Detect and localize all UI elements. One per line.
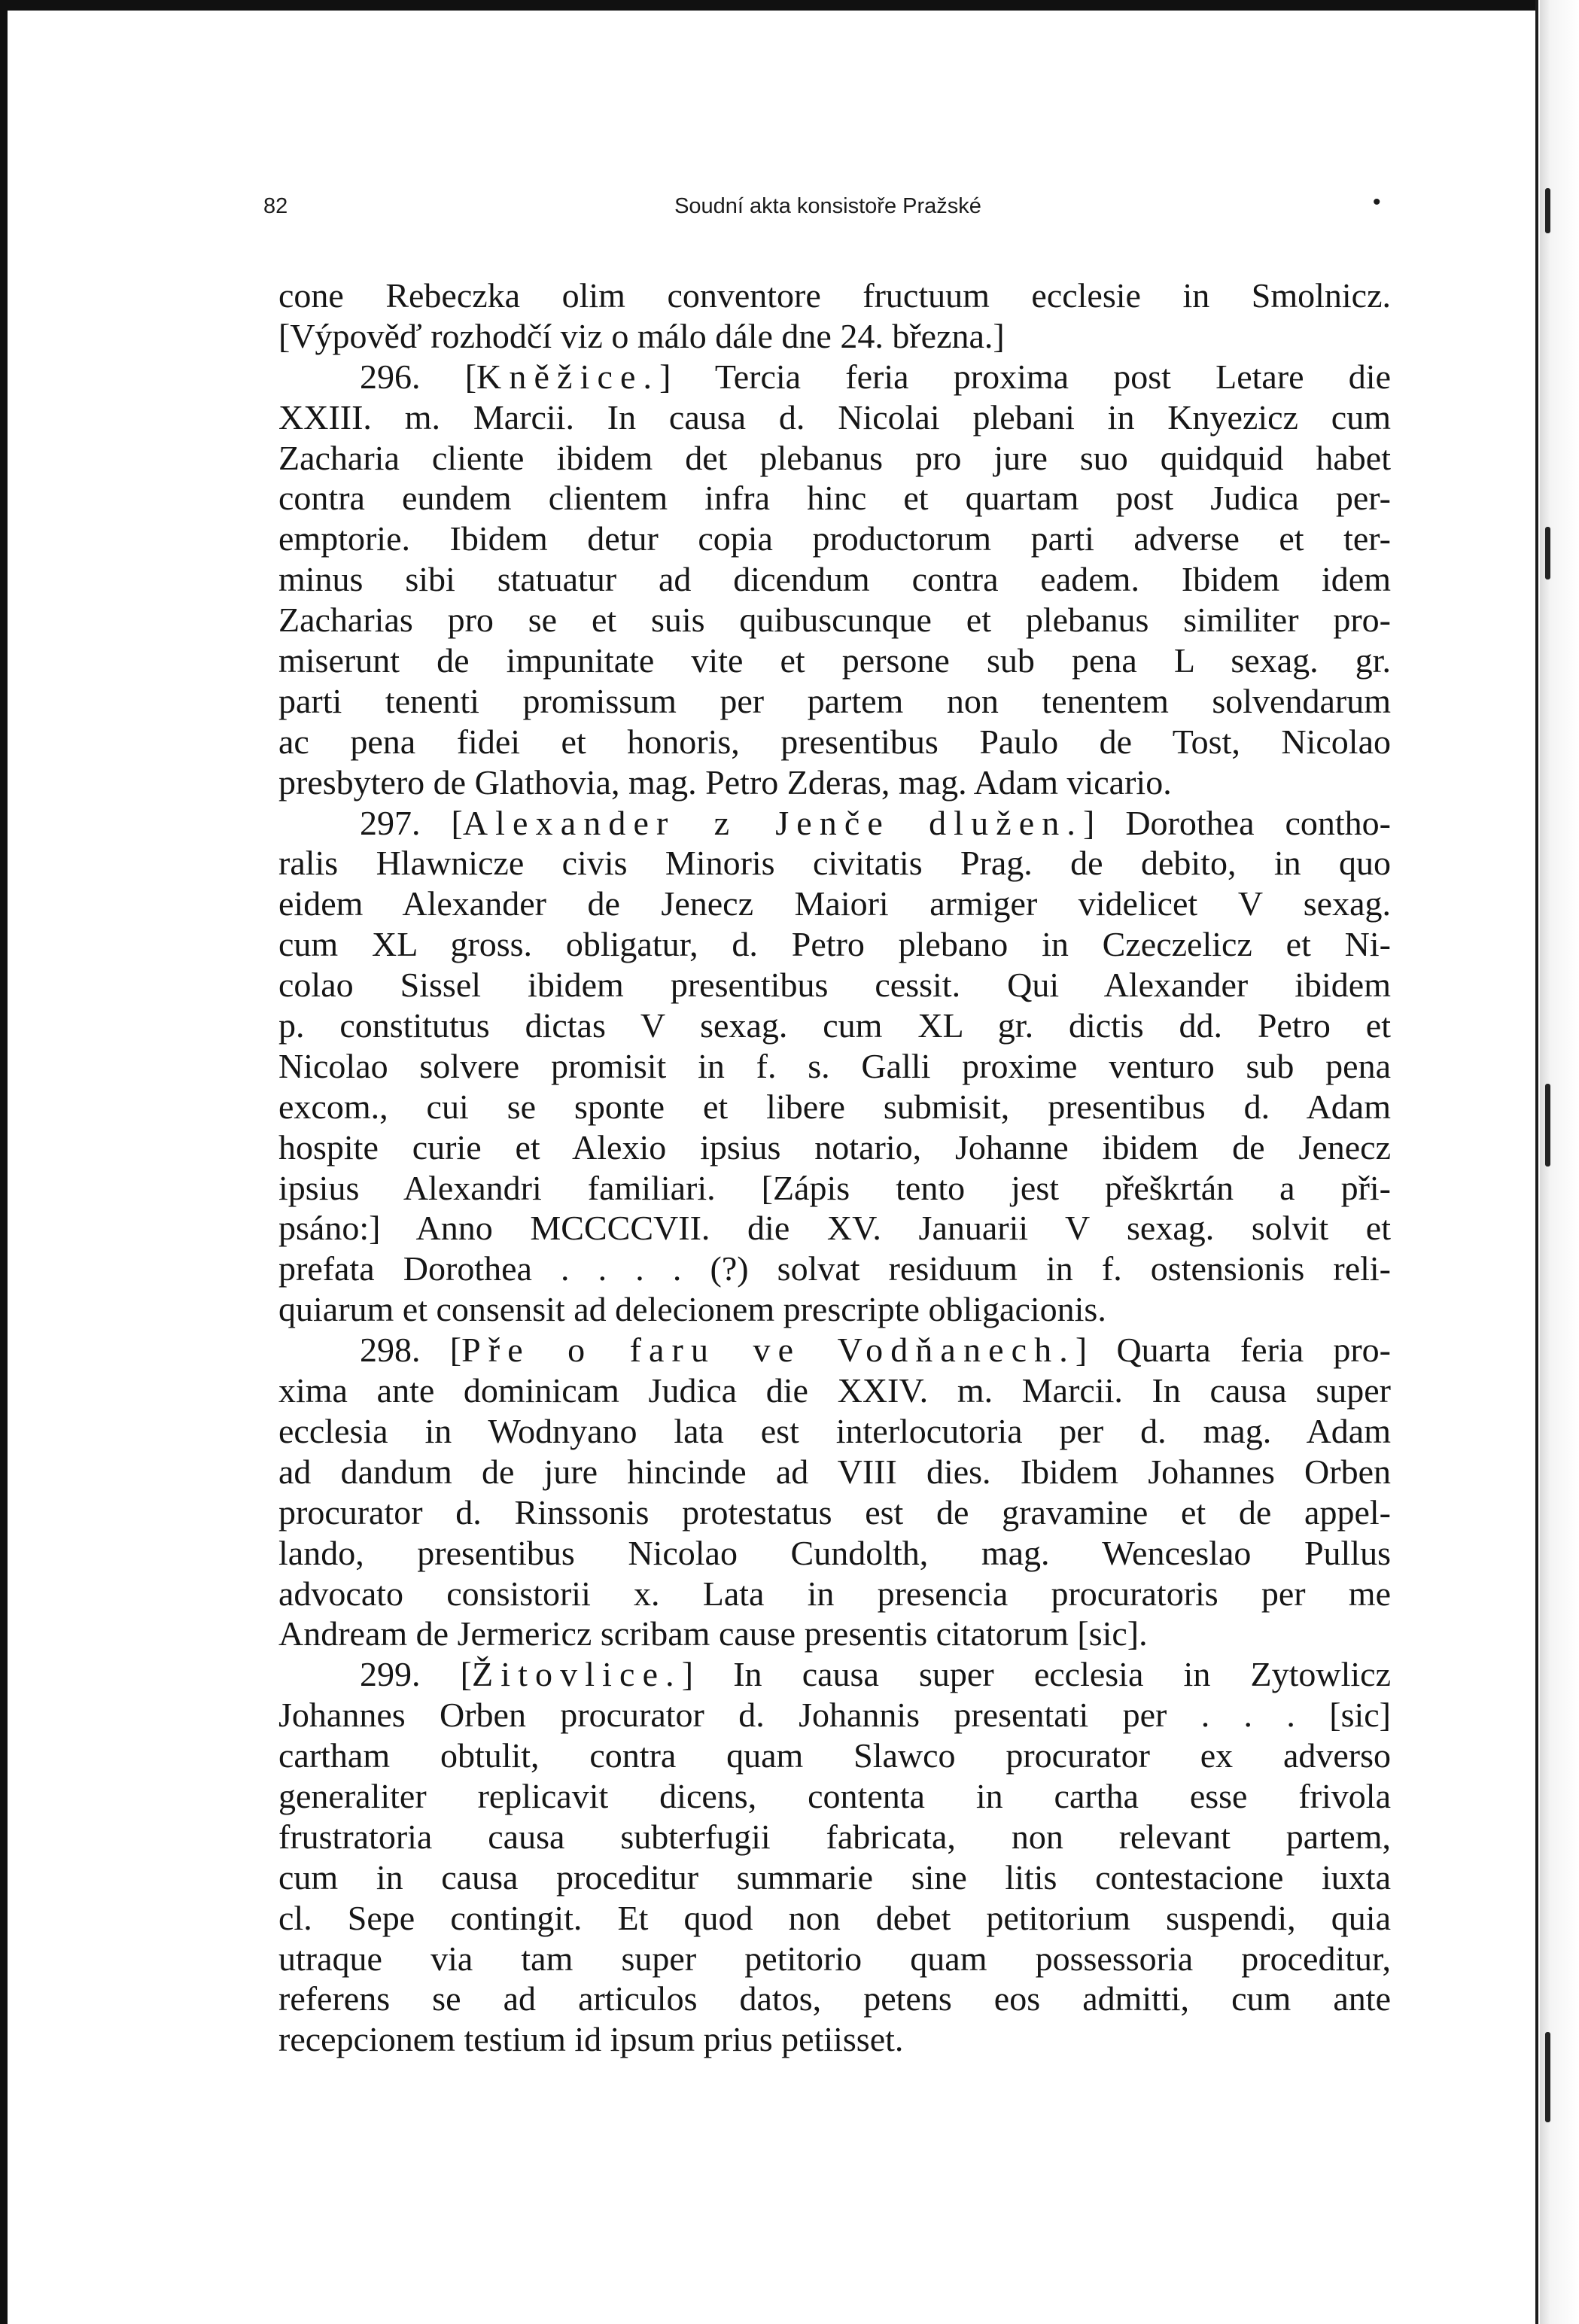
text-line: ipsius Alexandri familiari. [Zápis tento jest přeškrtán a při- xyxy=(278,1168,1391,1207)
text-line: xima ante dominicam Judica die XXIV. m. Marcii. In causa super xyxy=(278,1371,1391,1410)
text-line: psáno:] Anno MCCCCVII. die XV. Januarii V sexag. solvit et xyxy=(278,1209,1391,1248)
entry-place-heading: Alexander z Jenče dlužen. xyxy=(462,803,1084,842)
text-line: frustratoria causa subterfugii fabricata, non relevant partem, xyxy=(278,1817,1391,1856)
page-header xyxy=(263,190,1392,227)
text-line: miserunt de impunitate vite et persone sub pena L sexag. gr. xyxy=(278,641,1391,680)
scan-mark xyxy=(1545,2032,1550,2122)
text-line: p. constitutus dictas V sexag. cum XL gr. dictis dd. Petro et xyxy=(278,1006,1391,1045)
text-line: Nicolao solvere promisit in f. s. Galli proxime venturo sub pena xyxy=(278,1046,1391,1085)
text-line: prefata Dorothea . . . . (?) solvat residuum in f. ostensionis reli- xyxy=(278,1249,1391,1288)
entry-heading-line xyxy=(278,803,1391,844)
entry-text: ] Tercia feria proxima post Letare die xyxy=(659,357,1391,396)
text-line: cone Rebeczka olim conventore fructuum ecclesie in Smolnicz. xyxy=(278,276,1391,315)
text-line: ecclesia in Wodnyano lata est interlocutoria per d. mag. Adam xyxy=(278,1411,1391,1450)
entry-text: ] In causa super ecclesia in Zytowlicz xyxy=(681,1655,1391,1694)
text-line: hospite curie et Alexio ipsius notario, Johanne ibidem de Jenecz xyxy=(278,1127,1391,1167)
entry-place-heading: Kněžice. xyxy=(476,357,660,396)
text-line: emptorie. Ibidem detur copia productorum parti adverse et ter- xyxy=(278,519,1391,558)
text-line: cl. Sepe contingit. Et quod non debet petitorium suspendi, quia xyxy=(278,1898,1391,1937)
text-line: Zacharia cliente ibidem det plebanus pro jure suo quidquid habet xyxy=(278,438,1391,477)
text-line: contra eundem clientem infra hinc et quartam post Judica per- xyxy=(278,479,1391,518)
text-line: cartham obtulit, contra quam Slawco procurator ex adverso xyxy=(278,1736,1391,1775)
text-line: Andream de Jermericz scribam cause presentis citatorum [sic]. xyxy=(278,1614,1148,1653)
text-line: Zacharias pro se et suis quibuscunque et plebanus similiter pro- xyxy=(278,601,1391,640)
text-line: procurator d. Rinssonis protestatus est de gravamine et de appel- xyxy=(278,1492,1391,1532)
text-line: ad dandum de jure hincinde ad VIII dies. Ibidem Johannes Orben xyxy=(278,1452,1391,1491)
entry-number: 296. [ xyxy=(360,357,477,396)
entry-heading-line xyxy=(278,1330,1391,1370)
text-line: advocato consistorii x. Lata in presencia procuratoris per me xyxy=(278,1574,1391,1613)
scan-mark xyxy=(1545,1084,1550,1167)
text-line: minus sibi statuatur ad dicendum contra eadem. Ibidem idem xyxy=(278,560,1391,599)
text-line: recepcionem testium id ipsum prius petiisset. xyxy=(278,2020,904,2059)
scan-mark xyxy=(1545,188,1550,233)
entry-number: 297. [ xyxy=(360,803,463,842)
text-line: Johannes Orben procurator d. Johannis presentati per . . . [sic] xyxy=(278,1696,1391,1735)
body-text xyxy=(278,275,1391,2060)
scan-mark xyxy=(1545,527,1550,579)
text-line: presbytero de Glathovia, mag. Petro Zderas, mag. Adam vicario. xyxy=(278,762,1172,802)
page-number: 82 xyxy=(263,194,288,218)
text-line: utraque via tam super petitorio quam possessoria proceditur, xyxy=(278,1939,1391,1978)
running-title: Soudní akta konsistoře Pražské xyxy=(674,194,981,218)
text-line: cum in causa proceditur summarie sine litis contestacione iuxta xyxy=(278,1857,1391,1897)
text-line: [Výpověď rozhodčí viz o málo dále dne 24. března.] xyxy=(278,316,1005,355)
text-line: parti tenenti promissum per partem non tenentem solvendarum xyxy=(278,681,1391,720)
ink-dot: • xyxy=(1373,190,1381,214)
entry-heading-line xyxy=(278,1654,1391,1695)
text-line: cum XL gross. obligatur, d. Petro plebano in Czeczelicz et Ni- xyxy=(278,925,1391,964)
entry-text: ] Quarta feria pro- xyxy=(1075,1331,1391,1370)
scan-edge-right xyxy=(1535,0,1579,2324)
text-line: referens se ad articulos datos, petens eos admitti, cum ante xyxy=(278,1979,1391,2018)
text-line: excom., cui se sponte et libere submisit, presentibus d. Adam xyxy=(278,1087,1391,1126)
text-line: colao Sissel ibidem presentibus cessit. Qui Alexander ibidem xyxy=(278,966,1391,1005)
text-line: ralis Hlawnicze civis Minoris civitatis Prag. de debito, in quo xyxy=(278,844,1391,883)
text-line: XXIII. m. Marcii. In causa d. Nicolai plebani in Knyezicz cum xyxy=(278,397,1391,437)
text-line: quiarum et consensit ad delecionem prescripte obligacionis. xyxy=(278,1290,1106,1329)
text-line: eidem Alexander de Jenecz Maiori armiger videlicet V sexag. xyxy=(278,884,1391,923)
text-line: generaliter replicavit dicens, contenta in cartha esse frivola xyxy=(278,1776,1391,1815)
entry-number: 299. [ xyxy=(360,1655,472,1694)
text-line: lando, presentibus Nicolao Cundolth, mag. Wenceslao Pullus xyxy=(278,1533,1391,1572)
text-line: ac pena fidei et honoris, presentibus Paulo de Tost, Nicolao xyxy=(278,722,1391,761)
entry-place-heading: Pře o faru ve Vodňanech. xyxy=(461,1331,1075,1370)
entry-place-heading: Žitovlice. xyxy=(471,1655,682,1694)
entry-number: 298. [ xyxy=(360,1331,462,1370)
entry-text: ] Dorothea contho- xyxy=(1083,803,1391,842)
entry-heading-line xyxy=(278,357,1391,397)
